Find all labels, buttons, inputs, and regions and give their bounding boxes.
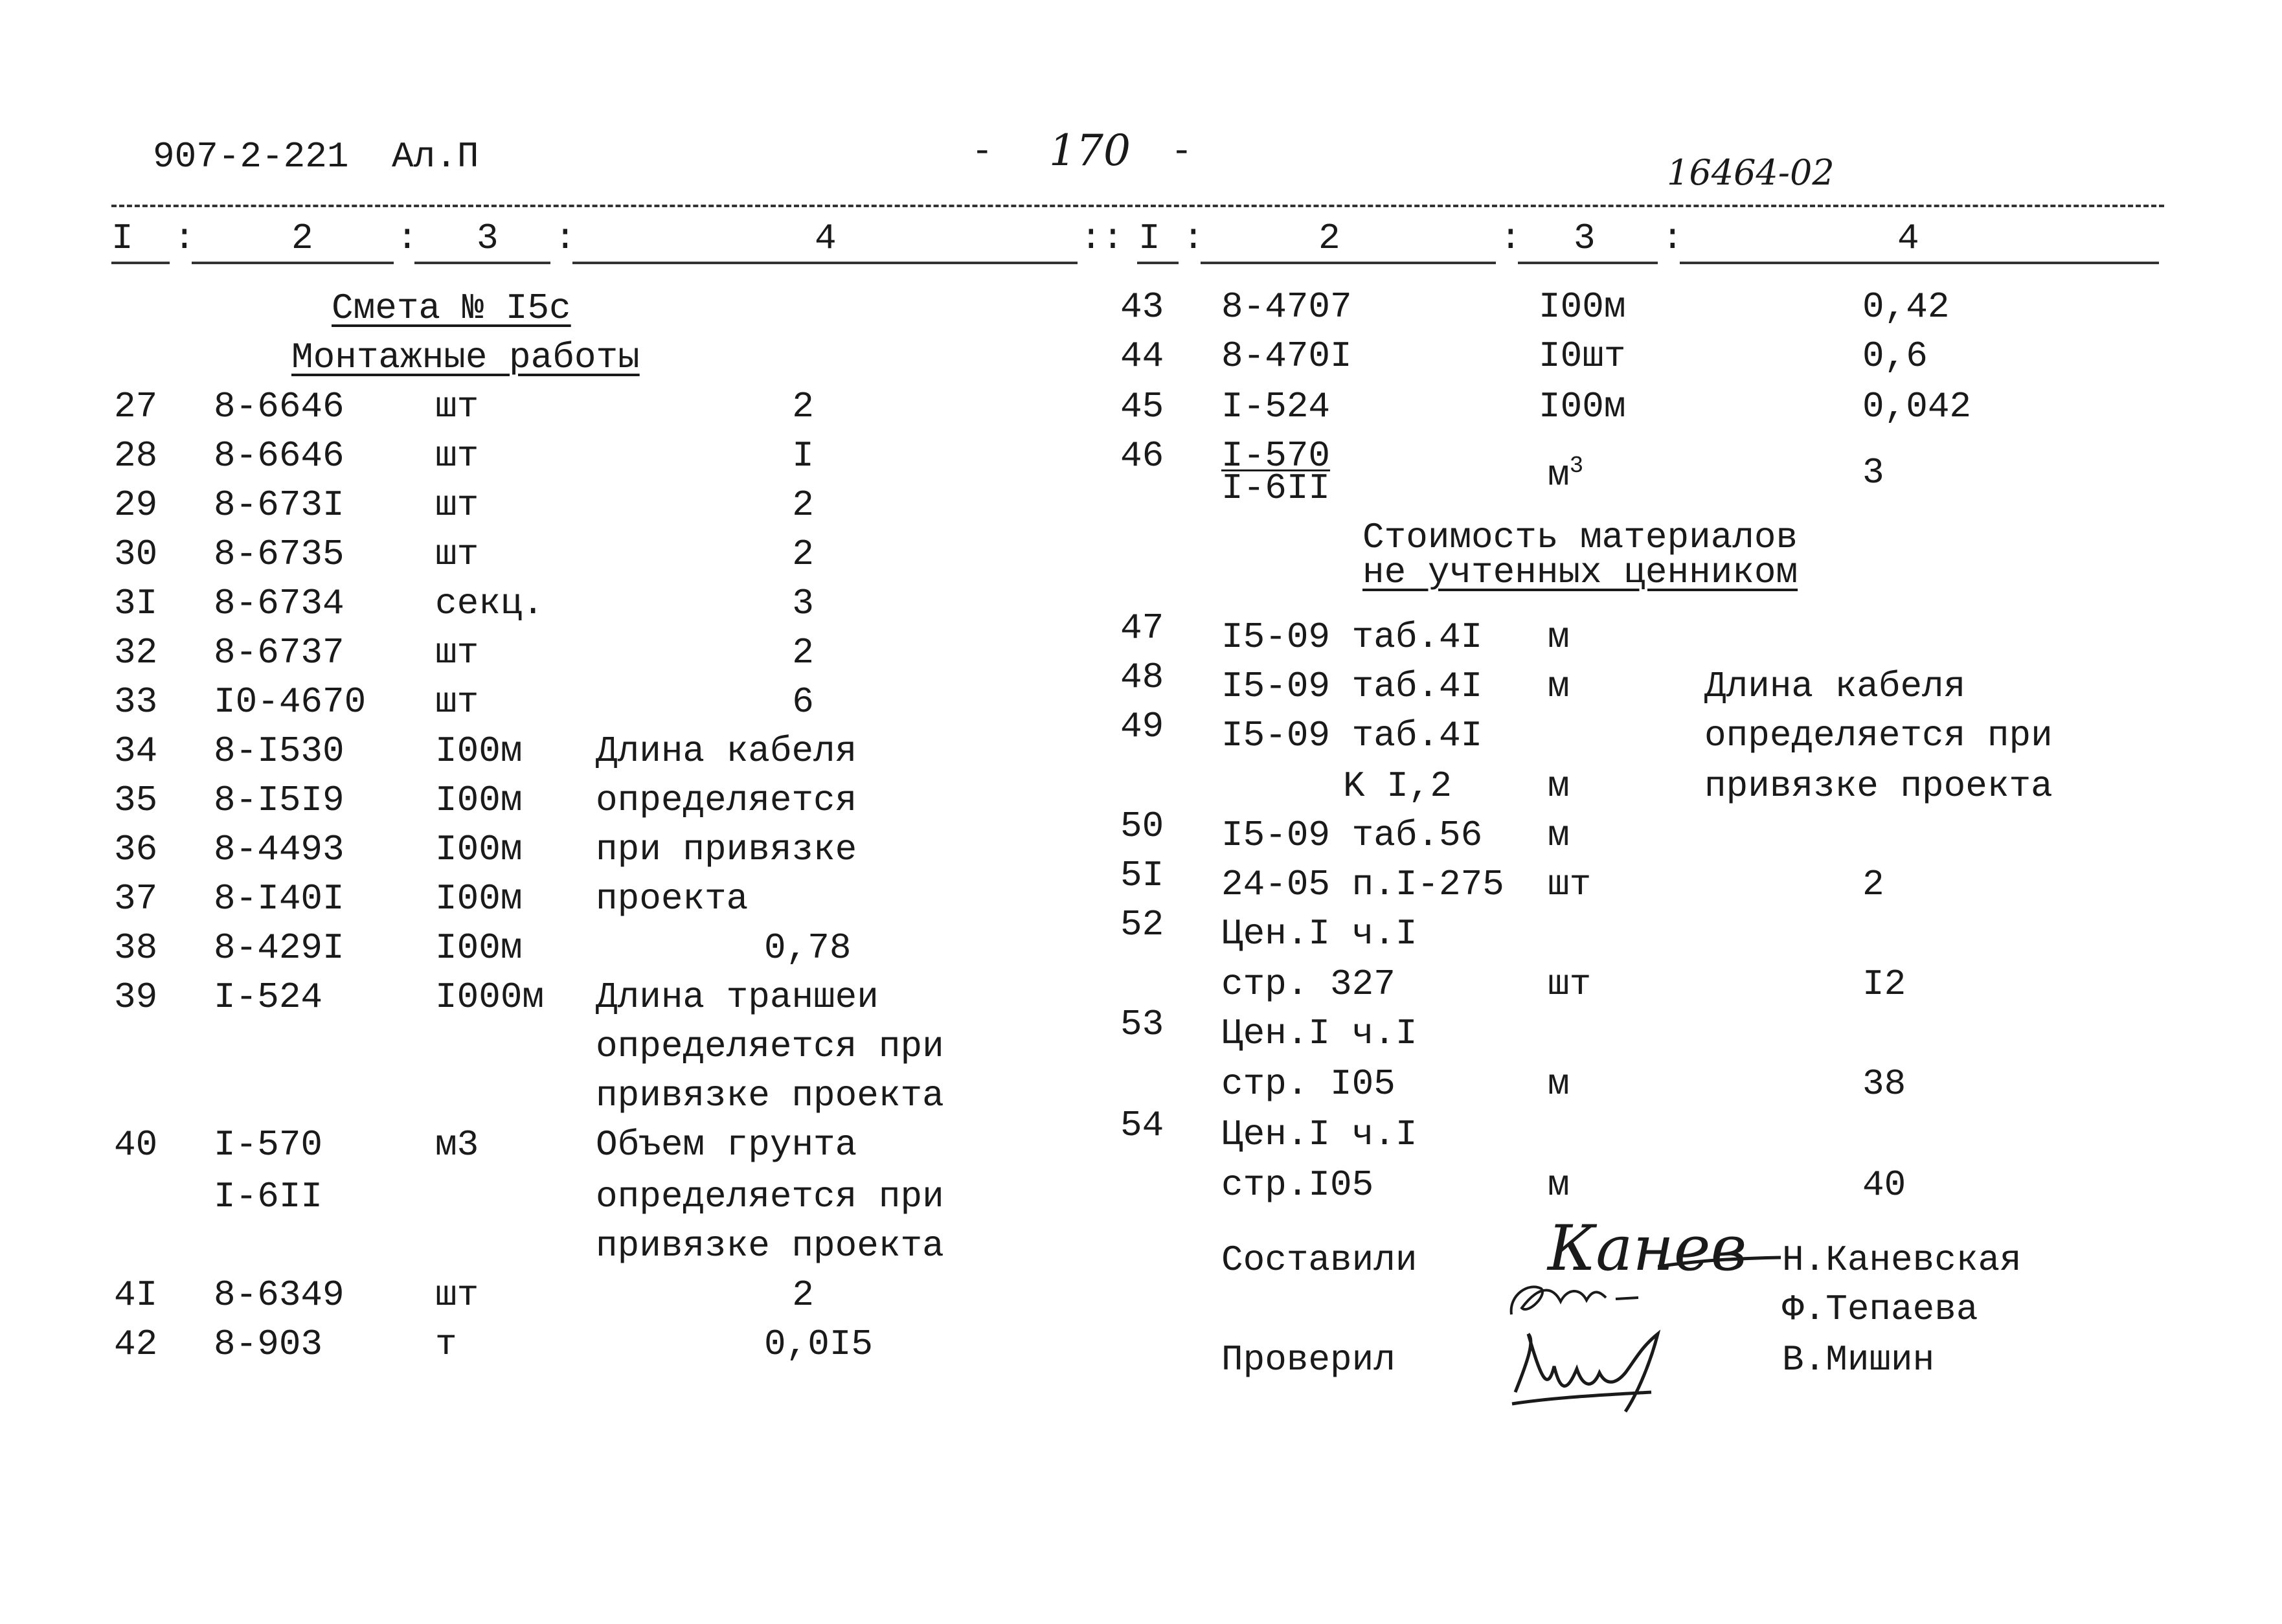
row-number: 46 [1120,435,1164,477]
row-code: I-524 [214,976,323,1018]
row-unit: I00м [435,927,523,969]
row-qty: 0,042 [1862,386,1972,427]
row-code: 8-6735 [214,534,345,575]
row-code: 8-6349 [214,1274,345,1316]
col-header-4: 4 [815,218,837,259]
row-code: I-570 [214,1124,323,1166]
row-unit: $м^3$ [1548,453,1584,496]
row-note: привязке проекта [1704,765,2053,807]
row-number: 45 [1120,386,1164,427]
row-code: 8-6646 [214,435,345,477]
col-sep: : [1500,218,1522,259]
row-unit: м [1548,616,1570,658]
row-code: Цен.I ч.I [1221,1013,1418,1054]
row-note: при привязке [596,829,857,870]
header-underline [192,262,394,264]
row-qty: 0,6 [1862,335,1928,377]
row-code: 8-6734 [214,583,345,624]
row-qty: 0,42 [1862,286,1950,328]
col-sep: : [554,218,576,259]
header-underline [1680,262,2159,264]
checked-label: Проверил [1221,1339,1395,1381]
row-unit: м [1548,666,1570,707]
row-qty: 38 [1862,1063,1906,1105]
row-number: 5I [1120,855,1164,896]
row-qty: 2 [1862,864,1884,905]
row-number: 4I [114,1274,158,1316]
row-unit: I00м [435,780,523,821]
row-number: 53 [1120,1004,1164,1045]
doc-code: 907-2-221 [153,136,349,177]
row-unit: шт [1548,864,1592,905]
row-code: I5-09 таб.4I [1221,666,1483,707]
row-number: 32 [114,632,158,673]
row-code: 8-I5I9 [214,780,345,821]
section-title-line-2: не учтенных ценником [1362,552,1798,593]
section-title-line-1: Стоимость материалов [1362,517,1798,558]
row-unit: м [1548,1063,1570,1105]
signature-stroke-icon [1658,1243,1787,1282]
row-unit: шт [435,534,479,575]
row-number: 30 [114,534,158,575]
row-code: 8-4493 [214,829,345,870]
row-number: 36 [114,829,158,870]
row-number: 50 [1120,806,1164,847]
row-unit: секц. [435,583,545,624]
page-dash-right: - [1171,131,1193,172]
row-number: 43 [1120,286,1164,328]
signature-kanevskaya: Канев [1548,1212,1747,1285]
row-number: 49 [1120,706,1164,747]
row-note: Длина кабеля [1704,666,1966,707]
row-note: определяется при [596,1176,944,1217]
row-code: стр. 327 [1221,964,1395,1005]
row-number: 40 [114,1124,158,1166]
col-sep: : [174,218,196,259]
row-unit: шт [435,632,479,673]
row-number: 29 [114,484,158,526]
col-header-3: 3 [477,218,499,259]
row-unit: шт [435,484,479,526]
album-label: Ал.П [392,136,479,177]
row-qty: 2 [792,632,814,673]
row-number: 34 [114,730,158,772]
row-note: определяется при [596,1026,944,1067]
row-number: 33 [114,681,158,723]
row-qty: I2 [1862,964,1906,1005]
row-code: 8-4707 [1221,286,1352,328]
compiled-label: Составили [1221,1239,1418,1281]
row-code: 8-6646 [214,386,345,427]
row-code: K I,2 [1343,765,1452,807]
row-unit: шт [435,1274,479,1316]
row-code: I5-09 таб.4I [1221,715,1483,756]
row-unit: м3 [435,1124,479,1166]
page-number: 170 [1049,126,1131,175]
row-code: Цен.I ч.I [1221,1114,1418,1155]
person-tepaeva: Ф.Тепаева [1782,1289,1978,1330]
row-code: 8-903 [214,1324,323,1365]
row-note: привязке проекта [596,1225,944,1267]
person-kanevskaya: Н.Каневская [1782,1239,2022,1281]
row-unit: т [435,1324,457,1365]
row-number: 44 [1120,335,1164,377]
row-number: 35 [114,780,158,821]
archive-number: 16464-02 [1667,152,1835,193]
row-unit: шт [435,386,479,427]
row-note: Объем грунта [596,1124,857,1166]
row-code: I0-4670 [214,681,367,723]
col-sep: : [1182,218,1204,259]
row-unit: шт [435,435,479,477]
col-header-3-right: 3 [1574,218,1596,259]
row-code: 8-I530 [214,730,345,772]
row-unit: I00м [435,878,523,919]
row-number: 42 [114,1324,158,1365]
row-code: 8-429I [214,927,345,969]
col-mid-sep: :: [1080,218,1124,259]
row-code: 24-05 п.I-275 [1221,864,1504,905]
row-number: 27 [114,386,158,427]
col-header-1-right: I [1138,218,1160,259]
row-number: 54 [1120,1105,1164,1146]
row-number: 48 [1120,657,1164,698]
row-code: 8-6737 [214,632,345,673]
row-unit: шт [1548,964,1592,1005]
person-mishin: В.Мишин [1782,1339,1935,1381]
row-unit: I00м [435,730,523,772]
row-qty: 0,0I5 [764,1324,874,1365]
row-qty: 2 [792,534,814,575]
header-underline [1201,262,1496,264]
row-unit: I00м [435,829,523,870]
row-qty: 6 [792,681,814,723]
header-underline [572,262,1078,264]
estimate-subtitle: Монтажные работы [291,337,640,378]
row-note: определяется [596,780,857,821]
row-number: 3I [114,583,158,624]
row-unit: I00м [1539,286,1626,328]
header-underline [1518,262,1658,264]
row-number: 47 [1120,607,1164,649]
row-code: Цен.I ч.I [1221,913,1418,954]
row-note: Длина кабеля [596,730,857,772]
row-unit: I000м [435,976,545,1018]
header-separator [111,205,2164,207]
row-qty: 0,78 [764,927,852,969]
row-unit: шт [435,681,479,723]
row-number: 28 [114,435,158,477]
row-unit: м [1548,765,1570,807]
col-sep: : [1662,218,1684,259]
row-qty: 2 [792,484,814,526]
signature-mishin-icon [1502,1321,1677,1418]
row-qty: I [792,435,814,477]
row-unit: м [1548,815,1570,856]
row-unit: I00м [1539,386,1626,427]
row-code-2: I-6II [1221,468,1331,509]
row-qty: 3 [1862,452,1884,493]
row-code: стр.I05 [1221,1164,1374,1206]
page-dash-left: - [971,131,993,172]
row-qty: 40 [1862,1164,1906,1206]
row-number: 39 [114,976,158,1018]
row-code: I-570 [1221,435,1331,477]
row-code: I5-09 таб.56 [1221,815,1483,856]
row-code: I-6II [214,1176,323,1217]
estimate-title: Смета № I5с [332,288,571,329]
row-unit: I0шт [1539,335,1626,377]
row-number: 52 [1120,904,1164,945]
row-code: 8-I40I [214,878,345,919]
row-unit: м [1548,1164,1570,1206]
col-sep: : [396,218,418,259]
header-underline [1137,262,1179,264]
row-code: стр. I05 [1221,1063,1395,1105]
col-header-2-right: 2 [1318,218,1340,259]
signature-tepaeva-icon [1502,1269,1671,1327]
col-header-2: 2 [291,218,313,259]
row-note: проекта [596,878,749,919]
row-number: 37 [114,878,158,919]
col-header-1: I [111,218,133,259]
row-code: I5-09 таб.4I [1221,616,1483,658]
row-code: 8-470I [1221,335,1352,377]
row-note: привязке проекта [596,1075,944,1116]
row-code: 8-673I [214,484,345,526]
row-number: 38 [114,927,158,969]
row-qty: 2 [792,386,814,427]
header-underline [111,262,170,264]
col-header-4-right: 4 [1897,218,1919,259]
header-underline [414,262,550,264]
row-code: I-524 [1221,386,1331,427]
row-note: Длина траншеи [596,976,879,1018]
row-note: определяется при [1704,715,2053,756]
row-qty: 3 [792,583,814,624]
row-qty: 2 [792,1274,814,1316]
